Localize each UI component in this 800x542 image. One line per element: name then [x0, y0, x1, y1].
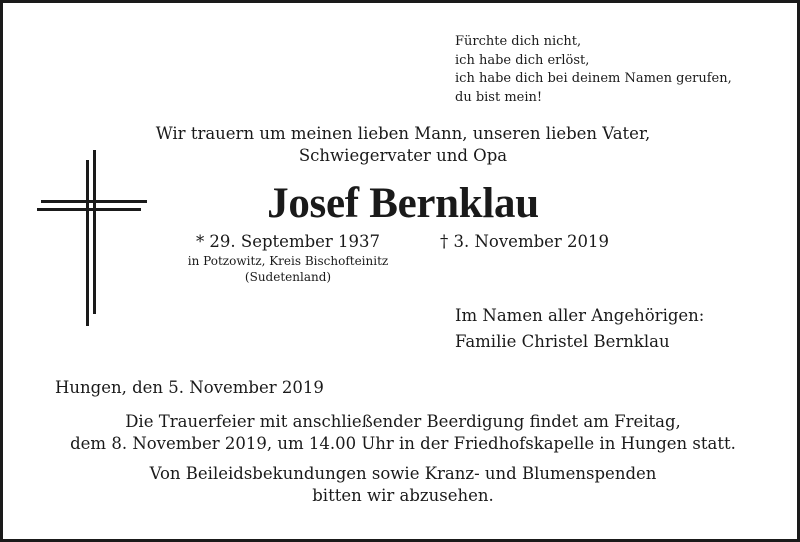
death-date: † 3. November 2019: [440, 232, 610, 251]
intro-line: Wir trauern um meinen lieben Mann, unseren lieben Vater,: [155, 124, 651, 143]
bible-verse: [455, 33, 732, 107]
verse-line: du bist mein!: [455, 89, 543, 105]
condolence-line: Von Beileidsbekundungen sowie Kranz- und Blumenspenden: [149, 464, 657, 483]
birth-region: (Sudetenland): [244, 270, 332, 284]
place-date: Hungen, den 5. November 2019: [55, 378, 324, 397]
signature-family: Familie Christel Bernklau: [455, 332, 670, 351]
birth-place: in Potzowitz, Kreis Bischofteinitz: [187, 254, 389, 268]
family-signature: [455, 303, 704, 355]
birth-info: [173, 231, 403, 285]
verse-line: Fürchte dich nicht,: [455, 34, 582, 49]
verse-line: ich habe dich erlöst,: [455, 52, 590, 68]
verse-line: ich habe dich bei deinem Namen gerufen,: [455, 71, 732, 86]
condolence-line: bitten wir abzusehen.: [312, 486, 494, 505]
funeral-info: [3, 411, 800, 455]
signature-line: Im Namen aller Angehörigen:: [455, 306, 705, 325]
deceased-name: Josef Bernklau: [267, 180, 539, 227]
funeral-line: Die Trauerfeier mit anschließender Beerdigung findet am Freitag,: [125, 412, 681, 431]
cross-icon: [33, 148, 149, 328]
funeral-line: dem 8. November 2019, um 14.00 Uhr in der Friedhofskapelle in Hungen statt.: [70, 434, 736, 453]
birth-date: * 29. September 1937: [195, 232, 381, 251]
intro-line: Schwiegervater und Opa: [298, 146, 508, 165]
condolence-request: [3, 463, 800, 507]
